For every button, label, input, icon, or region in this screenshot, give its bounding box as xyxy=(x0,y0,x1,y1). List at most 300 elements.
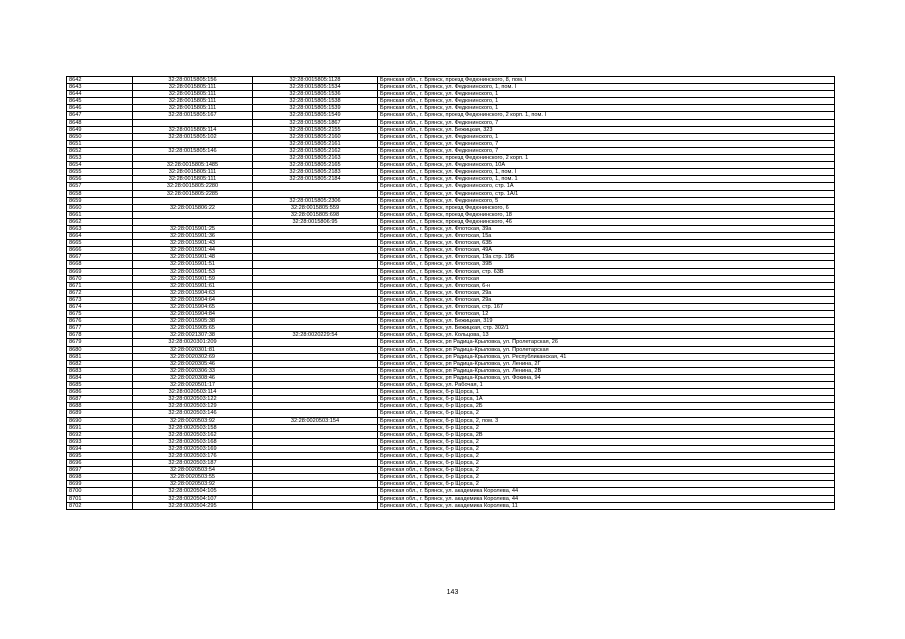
table-row xyxy=(67,233,835,240)
table-row xyxy=(67,268,835,275)
table-row xyxy=(67,353,835,360)
row-number-cell: 8698 xyxy=(67,474,133,481)
land-cadastral-number-cell: 32:28:0015805:146 xyxy=(133,147,253,154)
land-cadastral-number-cell: 32:28:0020503:114 xyxy=(133,389,253,396)
row-number-cell: 8684 xyxy=(67,374,133,381)
address-cell: Брянская обл., г. Брянск, ул. академика Королева, 44 xyxy=(378,488,835,495)
row-number-cell: 8661 xyxy=(67,211,133,218)
row-number-cell: 8695 xyxy=(67,452,133,459)
table-row xyxy=(67,382,835,389)
address-cell: Брянская обл., г. Брянск, б-р Щорса, 2 xyxy=(378,474,835,481)
address-cell: Брянская обл., г. Брянск, б-р Щорса, 1 xyxy=(378,389,835,396)
address-cell: Брянская обл., г. Брянск, б-р Щорса, 2Б xyxy=(378,403,835,410)
row-number-cell: 8685 xyxy=(67,382,133,389)
table-row xyxy=(67,162,835,169)
row-number-cell: 8669 xyxy=(67,268,133,275)
object-cadastral-number-cell xyxy=(253,424,378,431)
land-cadastral-number-cell: 32:28:0020503:122 xyxy=(133,396,253,403)
table-row xyxy=(67,119,835,126)
land-cadastral-number-cell: 32:28:0015905:65 xyxy=(133,325,253,332)
table-row xyxy=(67,502,835,509)
land-cadastral-number-cell: 32:28:0020503:176 xyxy=(133,452,253,459)
land-cadastral-number-cell: 32:28:0020503:187 xyxy=(133,460,253,467)
land-cadastral-number-cell: 32:28:0015805:111 xyxy=(133,169,253,176)
address-cell: Брянская обл., г. Брянск, ул. Флотская, 12 xyxy=(378,311,835,318)
object-cadastral-number-cell: 32:28:0015805:2165 xyxy=(253,162,378,169)
object-cadastral-number-cell xyxy=(253,289,378,296)
row-number-cell: 8689 xyxy=(67,410,133,417)
table-row xyxy=(67,282,835,289)
table-row xyxy=(67,133,835,140)
table-row xyxy=(67,296,835,303)
object-cadastral-number-cell: 32:28:0015805:698 xyxy=(253,211,378,218)
object-cadastral-number-cell xyxy=(253,374,378,381)
address-cell: Брянская обл., г. Брянск, б-р Щорса, 2 xyxy=(378,445,835,452)
row-number-cell: 8645 xyxy=(67,98,133,105)
address-cell: Брянская обл., г. Брянск, ул. Флотская, 49А xyxy=(378,247,835,254)
row-number-cell: 8662 xyxy=(67,218,133,225)
row-number-cell: 8667 xyxy=(67,254,133,261)
row-number-cell: 8676 xyxy=(67,318,133,325)
address-cell: Брянская обл., г. Брянск, б-р Щорса, 2 xyxy=(378,481,835,488)
table-row xyxy=(67,261,835,268)
land-cadastral-number-cell: 32:28:0020504:295 xyxy=(133,502,253,509)
row-number-cell: 8690 xyxy=(67,417,133,424)
address-cell: Брянская обл., г. Брянск, ул. Флотская, 29а xyxy=(378,296,835,303)
land-cadastral-number-cell: 32:28:0020301:209 xyxy=(133,339,253,346)
address-cell: Брянская обл., г. Брянск, б-р Щорса, 1А xyxy=(378,396,835,403)
row-number-cell: 8694 xyxy=(67,445,133,452)
table-row xyxy=(67,289,835,296)
object-cadastral-number-cell xyxy=(253,396,378,403)
object-cadastral-number-cell xyxy=(253,296,378,303)
address-cell: Брянская обл., г. Брянск, ул. Федюнинского, стр. 1А xyxy=(378,183,835,190)
page-number: 143 xyxy=(446,589,459,596)
object-cadastral-number-cell xyxy=(253,233,378,240)
address-cell: Брянская обл., г. Брянск, ул. Федюнинского, 1 xyxy=(378,133,835,140)
table-row xyxy=(67,140,835,147)
table-row xyxy=(67,105,835,112)
land-cadastral-number-cell: 32:28:0020503:54 xyxy=(133,467,253,474)
land-cadastral-number-cell: 32:28:0020503:129 xyxy=(133,403,253,410)
land-cadastral-number-cell: 32:28:0015805:111 xyxy=(133,176,253,183)
object-cadastral-number-cell xyxy=(253,438,378,445)
row-number-cell: 8654 xyxy=(67,162,133,169)
row-number-cell: 8697 xyxy=(67,467,133,474)
table-row xyxy=(67,77,835,84)
row-number-cell: 8688 xyxy=(67,403,133,410)
address-cell: Брянская обл., г. Брянск, рп Радица-Крыловка, ул. Ленина, 2Г xyxy=(378,360,835,367)
land-cadastral-number-cell: 32:28:0020503:162 xyxy=(133,431,253,438)
object-cadastral-number-cell xyxy=(253,389,378,396)
object-cadastral-number-cell xyxy=(253,382,378,389)
row-number-cell: 8701 xyxy=(67,495,133,502)
row-number-cell: 8652 xyxy=(67,147,133,154)
address-cell: Брянская обл., г. Брянск, ул. Флотская, стр. 63В xyxy=(378,268,835,275)
table-row xyxy=(67,325,835,332)
table-row xyxy=(67,84,835,91)
object-cadastral-number-cell xyxy=(253,268,378,275)
row-number-cell: 8672 xyxy=(67,289,133,296)
row-number-cell: 8683 xyxy=(67,367,133,374)
address-cell: Брянская обл., г. Брянск, б-р Щорса, 2 xyxy=(378,410,835,417)
object-cadastral-number-cell: 32:28:0015805:2163 xyxy=(253,155,378,162)
row-number-cell: 8659 xyxy=(67,197,133,204)
land-cadastral-number-cell: 32:28:0020503:169 xyxy=(133,445,253,452)
row-number-cell: 8650 xyxy=(67,133,133,140)
object-cadastral-number-cell xyxy=(253,304,378,311)
object-cadastral-number-cell: 32:28:0015805:2161 xyxy=(253,140,378,147)
object-cadastral-number-cell: 32:28:0015805:1538 xyxy=(253,98,378,105)
land-cadastral-number-cell xyxy=(133,140,253,147)
land-cadastral-number-cell: 32:28:0020306:33 xyxy=(133,367,253,374)
object-cadastral-number-cell xyxy=(253,403,378,410)
address-cell: Брянская обл., г. Брянск, ул. Флотская, 39а xyxy=(378,225,835,232)
object-cadastral-number-cell xyxy=(253,452,378,459)
land-cadastral-number-cell xyxy=(133,218,253,225)
land-cadastral-number-cell: 32:28:0015901:36 xyxy=(133,233,253,240)
object-cadastral-number-cell xyxy=(253,488,378,495)
row-number-cell: 8648 xyxy=(67,119,133,126)
land-cadastral-number-cell: 32:28:0020503:168 xyxy=(133,438,253,445)
object-cadastral-number-cell xyxy=(253,346,378,353)
row-number-cell: 8673 xyxy=(67,296,133,303)
object-cadastral-number-cell xyxy=(253,225,378,232)
address-cell: Брянская обл., г. Брянск, ул. Федюнинского, 7 xyxy=(378,119,835,126)
table-row xyxy=(67,438,835,445)
object-cadastral-number-cell xyxy=(253,190,378,197)
object-cadastral-number-cell xyxy=(253,431,378,438)
table-row xyxy=(67,396,835,403)
table-row xyxy=(67,169,835,176)
address-cell: Брянская обл., г. Брянск, б-р Щорса, 2 xyxy=(378,424,835,431)
address-cell: Брянская обл., г. Брянск, б-р Щорса, 2 xyxy=(378,467,835,474)
object-cadastral-number-cell xyxy=(253,353,378,360)
address-cell: Брянская обл., г. Брянск, б-р Щорса, 2 xyxy=(378,460,835,467)
table-row xyxy=(67,275,835,282)
row-number-cell: 8665 xyxy=(67,240,133,247)
land-cadastral-number-cell: 32:28:0015805:114 xyxy=(133,126,253,133)
address-cell: Брянская обл., г. Брянск, ул. Флотская, 63Б xyxy=(378,240,835,247)
table-row xyxy=(67,417,835,424)
row-number-cell: 8678 xyxy=(67,332,133,339)
land-cadastral-number-cell: 32:28:0015904:84 xyxy=(133,311,253,318)
row-number-cell: 8691 xyxy=(67,424,133,431)
address-cell: Брянская обл., г. Брянск, проезд Федюнинского, 2 корп. 1 xyxy=(378,155,835,162)
address-cell: Брянская обл., г. Брянск, рп Радица-Крыловка, ул. Пролетарская, 26 xyxy=(378,339,835,346)
land-cadastral-number-cell: 32:28:0015805:156 xyxy=(133,77,253,84)
address-cell: Брянская обл., г. Брянск, ул. Рабочая, 1 xyxy=(378,382,835,389)
row-number-cell: 8655 xyxy=(67,169,133,176)
table-row xyxy=(67,481,835,488)
table-row xyxy=(67,218,835,225)
row-number-cell: 8644 xyxy=(67,91,133,98)
object-cadastral-number-cell: 32:28:0015805:2306 xyxy=(253,197,378,204)
address-cell: Брянская обл., г. Брянск, рп Радица-Крыловка, ул. Пролетарская xyxy=(378,346,835,353)
land-cadastral-number-cell: 32:28:0020501:17 xyxy=(133,382,253,389)
row-number-cell: 8674 xyxy=(67,304,133,311)
row-number-cell: 8675 xyxy=(67,311,133,318)
address-cell: Брянская обл., г. Брянск, проезд Федюнинского, 18 xyxy=(378,211,835,218)
object-cadastral-number-cell xyxy=(253,261,378,268)
table-row xyxy=(67,346,835,353)
row-number-cell: 8671 xyxy=(67,282,133,289)
object-cadastral-number-cell xyxy=(253,240,378,247)
address-cell: Брянская обл., г. Брянск, ул. Федюнинского, стр. 1А/1 xyxy=(378,190,835,197)
land-cadastral-number-cell: 32:28:0020308:46 xyxy=(133,374,253,381)
table-row xyxy=(67,204,835,211)
registry-table xyxy=(66,76,835,510)
object-cadastral-number-cell xyxy=(253,495,378,502)
row-number-cell: 8658 xyxy=(67,190,133,197)
address-cell: Брянская обл., г. Брянск, ул. Флотская, 39В xyxy=(378,261,835,268)
object-cadastral-number-cell: 32:28:0015805:1539 xyxy=(253,105,378,112)
registry-table-body xyxy=(67,77,835,510)
table-row xyxy=(67,91,835,98)
table-row xyxy=(67,410,835,417)
row-number-cell: 8693 xyxy=(67,438,133,445)
land-cadastral-number-cell: 32:28:0015901:44 xyxy=(133,247,253,254)
object-cadastral-number-cell xyxy=(253,318,378,325)
object-cadastral-number-cell xyxy=(253,481,378,488)
land-cadastral-number-cell: 32:28:0015901:59 xyxy=(133,275,253,282)
land-cadastral-number-cell: 32:28:0015805:111 xyxy=(133,105,253,112)
row-number-cell: 8696 xyxy=(67,460,133,467)
object-cadastral-number-cell: 32:28:0015805:1128 xyxy=(253,77,378,84)
table-row xyxy=(67,304,835,311)
land-cadastral-number-cell: 32:28:0015901:53 xyxy=(133,268,253,275)
address-cell: Брянская обл., г. Брянск, ул. Бежицкая, 323 xyxy=(378,126,835,133)
object-cadastral-number-cell: 32:28:0015805:2184 xyxy=(253,176,378,183)
table-row xyxy=(67,403,835,410)
object-cadastral-number-cell: 32:28:0020229:54 xyxy=(253,332,378,339)
table-row xyxy=(67,147,835,154)
land-cadastral-number-cell xyxy=(133,119,253,126)
land-cadastral-number-cell: 32:28:0015805:1485 xyxy=(133,162,253,169)
address-cell: Брянская обл., г. Брянск, рп Радица-Крыловка, ул. Ленина, 2В xyxy=(378,367,835,374)
address-cell: Брянская обл., г. Брянск, ул. Федюнинского, 1, пом. I xyxy=(378,169,835,176)
table-row xyxy=(67,112,835,119)
table-row xyxy=(67,318,835,325)
row-number-cell: 8670 xyxy=(67,275,133,282)
object-cadastral-number-cell xyxy=(253,183,378,190)
table-row xyxy=(67,488,835,495)
object-cadastral-number-cell xyxy=(253,502,378,509)
row-number-cell: 8699 xyxy=(67,481,133,488)
row-number-cell: 8679 xyxy=(67,339,133,346)
address-cell: Брянская обл., г. Брянск, проезд Федюнинского, 8, пом. I xyxy=(378,77,835,84)
address-cell: Брянская обл., г. Брянск, рп Радица-Крыловка, ул. Фокина, 94 xyxy=(378,374,835,381)
row-number-cell: 8692 xyxy=(67,431,133,438)
address-cell: Брянская обл., г. Брянск, ул. Флотская, стр. 167 xyxy=(378,304,835,311)
row-number-cell: 8647 xyxy=(67,112,133,119)
land-cadastral-number-cell: 32:28:0015901:51 xyxy=(133,261,253,268)
address-cell: Брянская обл., г. Брянск, ул. Федюнинского, 7 xyxy=(378,147,835,154)
land-cadastral-number-cell: 32:28:0015805:167 xyxy=(133,112,253,119)
row-number-cell: 8680 xyxy=(67,346,133,353)
row-number-cell: 8663 xyxy=(67,225,133,232)
table-row xyxy=(67,467,835,474)
land-cadastral-number-cell xyxy=(133,211,253,218)
address-cell: Брянская обл., г. Брянск, ул. Федюнинского, 1 xyxy=(378,98,835,105)
table-row xyxy=(67,254,835,261)
address-cell: Брянская обл., г. Брянск, проезд Федюнинского, 46 xyxy=(378,218,835,225)
land-cadastral-number-cell: 32:28:0015805:2280 xyxy=(133,183,253,190)
address-cell: Брянская обл., г. Брянск, ул. Флотская, 6-н xyxy=(378,282,835,289)
table-row xyxy=(67,374,835,381)
object-cadastral-number-cell xyxy=(253,474,378,481)
address-cell: Брянская обл., г. Брянск, ул. Федюнинского, 1, пом. I xyxy=(378,84,835,91)
land-cadastral-number-cell: 32:28:0015905:38 xyxy=(133,318,253,325)
land-cadastral-number-cell: 32:28:0015805:2285 xyxy=(133,190,253,197)
land-cadastral-number-cell: 32:28:0015901:25 xyxy=(133,225,253,232)
object-cadastral-number-cell: 32:28:0015805:2162 xyxy=(253,147,378,154)
table-row xyxy=(67,98,835,105)
object-cadastral-number-cell xyxy=(253,339,378,346)
object-cadastral-number-cell xyxy=(253,410,378,417)
object-cadastral-number-cell xyxy=(253,325,378,332)
object-cadastral-number-cell xyxy=(253,467,378,474)
object-cadastral-number-cell: 32:28:0015806:95 xyxy=(253,218,378,225)
table-row xyxy=(67,311,835,318)
object-cadastral-number-cell: 32:28:0015805:1536 xyxy=(253,91,378,98)
table-row xyxy=(67,126,835,133)
address-cell: Брянская обл., г. Брянск, ул. Флотская, 29а xyxy=(378,289,835,296)
table-row xyxy=(67,452,835,459)
land-cadastral-number-cell xyxy=(133,197,253,204)
address-cell: Брянская обл., г. Брянск, ул. Федюнинского, 1, пом. 1 xyxy=(378,176,835,183)
land-cadastral-number-cell: 32:28:0015806:22 xyxy=(133,204,253,211)
object-cadastral-number-cell xyxy=(253,445,378,452)
table-row xyxy=(67,389,835,396)
address-cell: Брянская обл., г. Брянск, ул. Федюнинского, 10А xyxy=(378,162,835,169)
address-cell: Брянская обл., г. Брянск, рп Радица-Крыловка, ул. Республиканская, 41 xyxy=(378,353,835,360)
land-cadastral-number-cell: 32:28:0015904:63 xyxy=(133,289,253,296)
row-number-cell: 8657 xyxy=(67,183,133,190)
object-cadastral-number-cell xyxy=(253,360,378,367)
address-cell: Брянская обл., г. Брянск, проезд Федюнинского, 2 корп. 1, пом. I xyxy=(378,112,835,119)
address-cell: Брянская обл., г. Брянск, ул. академика Королева, 11 xyxy=(378,502,835,509)
land-cadastral-number-cell: 32:28:0020503:92 xyxy=(133,481,253,488)
table-row xyxy=(67,495,835,502)
row-number-cell: 8687 xyxy=(67,396,133,403)
row-number-cell: 8656 xyxy=(67,176,133,183)
land-cadastral-number-cell: 32:28:0020301:81 xyxy=(133,346,253,353)
land-cadastral-number-cell: 32:28:0015901:43 xyxy=(133,240,253,247)
land-cadastral-number-cell: 32:28:0021307:38 xyxy=(133,332,253,339)
object-cadastral-number-cell: 32:28:0015805:559 xyxy=(253,204,378,211)
object-cadastral-number-cell: 32:28:0015805:1534 xyxy=(253,84,378,91)
land-cadastral-number-cell: 32:28:0020305:46 xyxy=(133,360,253,367)
address-cell: Брянская обл., г. Брянск, б-р Щорса, 2В xyxy=(378,431,835,438)
table-row xyxy=(67,247,835,254)
table-row xyxy=(67,445,835,452)
address-cell: Брянская обл., г. Брянск, б-р Щорса, 2, пом. 3 xyxy=(378,417,835,424)
address-cell: Брянская обл., г. Брянск, ул. Федюнинского, 1 xyxy=(378,91,835,98)
address-cell: Брянская обл., г. Брянск, ул. Флотская, 15а xyxy=(378,233,835,240)
row-number-cell: 8700 xyxy=(67,488,133,495)
table-row xyxy=(67,176,835,183)
row-number-cell: 8686 xyxy=(67,389,133,396)
address-cell: Брянская обл., г. Брянск, ул. Бежицкая, 319 xyxy=(378,318,835,325)
land-cadastral-number-cell: 32:28:0020503:158 xyxy=(133,424,253,431)
object-cadastral-number-cell: 32:28:0015805:2183 xyxy=(253,169,378,176)
row-number-cell: 8682 xyxy=(67,360,133,367)
object-cadastral-number-cell: 32:28:0015805:1549 xyxy=(253,112,378,119)
row-number-cell: 8651 xyxy=(67,140,133,147)
land-cadastral-number-cell: 32:28:0015805:111 xyxy=(133,98,253,105)
row-number-cell: 8681 xyxy=(67,353,133,360)
land-cadastral-number-cell: 32:28:0020503:55 xyxy=(133,474,253,481)
table-row xyxy=(67,424,835,431)
land-cadastral-number-cell: 32:28:0020504:105 xyxy=(133,488,253,495)
object-cadastral-number-cell xyxy=(253,460,378,467)
table-row xyxy=(67,460,835,467)
object-cadastral-number-cell: 32:28:0020503:154 xyxy=(253,417,378,424)
table-row xyxy=(67,360,835,367)
object-cadastral-number-cell xyxy=(253,282,378,289)
row-number-cell: 8664 xyxy=(67,233,133,240)
table-row xyxy=(67,211,835,218)
land-cadastral-number-cell: 32:28:0015805:111 xyxy=(133,91,253,98)
table-row xyxy=(67,225,835,232)
row-number-cell: 8643 xyxy=(67,84,133,91)
row-number-cell: 8653 xyxy=(67,155,133,162)
row-number-cell: 8702 xyxy=(67,502,133,509)
land-cadastral-number-cell: 32:28:0015904:65 xyxy=(133,304,253,311)
object-cadastral-number-cell: 32:28:0015805:1867 xyxy=(253,119,378,126)
row-number-cell: 8649 xyxy=(67,126,133,133)
row-number-cell: 8677 xyxy=(67,325,133,332)
table-row xyxy=(67,190,835,197)
object-cadastral-number-cell xyxy=(253,254,378,261)
land-cadastral-number-cell: 32:28:0020504:107 xyxy=(133,495,253,502)
land-cadastral-number-cell: 32:28:0015805:111 xyxy=(133,84,253,91)
land-cadastral-number-cell: 32:28:0015901:61 xyxy=(133,282,253,289)
address-cell: Брянская обл., г. Брянск, ул. Кольцова, 13 xyxy=(378,332,835,339)
address-cell: Брянская обл., г. Брянск, ул. Федюнинского, 7 xyxy=(378,140,835,147)
address-cell: Брянская обл., г. Брянск, ул. Флотская xyxy=(378,275,835,282)
address-cell: Брянская обл., г. Брянск, ул. Бежицкая, стр. 302/1 xyxy=(378,325,835,332)
table-row xyxy=(67,183,835,190)
address-cell: Брянская обл., г. Брянск, б-р Щорса, 2 xyxy=(378,452,835,459)
object-cadastral-number-cell xyxy=(253,247,378,254)
object-cadastral-number-cell xyxy=(253,367,378,374)
table-row xyxy=(67,474,835,481)
row-number-cell: 8666 xyxy=(67,247,133,254)
row-number-cell: 8642 xyxy=(67,77,133,84)
land-cadastral-number-cell: 32:28:0020302:69 xyxy=(133,353,253,360)
row-number-cell: 8668 xyxy=(67,261,133,268)
land-cadastral-number-cell: 32:28:0020503:92 xyxy=(133,417,253,424)
table-row xyxy=(67,240,835,247)
table-row xyxy=(67,367,835,374)
land-cadastral-number-cell xyxy=(133,155,253,162)
address-cell: Брянская обл., г. Брянск, проезд Федюнинского, 6 xyxy=(378,204,835,211)
table-row xyxy=(67,339,835,346)
address-cell: Брянская обл., г. Брянск, ул. академика Королева, 44 xyxy=(378,495,835,502)
address-cell: Брянская обл., г. Брянск, ул. Флотская, 19а стр. 19Б xyxy=(378,254,835,261)
object-cadastral-number-cell xyxy=(253,311,378,318)
address-cell: Брянская обл., г. Брянск, б-р Щорса, 2 xyxy=(378,438,835,445)
land-cadastral-number-cell: 32:28:0015805:102 xyxy=(133,133,253,140)
table-row xyxy=(67,431,835,438)
land-cadastral-number-cell: 32:28:0020503:146 xyxy=(133,410,253,417)
address-cell: Брянская обл., г. Брянск, ул. Федюнинского, 1 xyxy=(378,105,835,112)
object-cadastral-number-cell xyxy=(253,275,378,282)
object-cadastral-number-cell: 32:28:0015805:2155 xyxy=(253,126,378,133)
land-cadastral-number-cell: 32:28:0015904:64 xyxy=(133,296,253,303)
